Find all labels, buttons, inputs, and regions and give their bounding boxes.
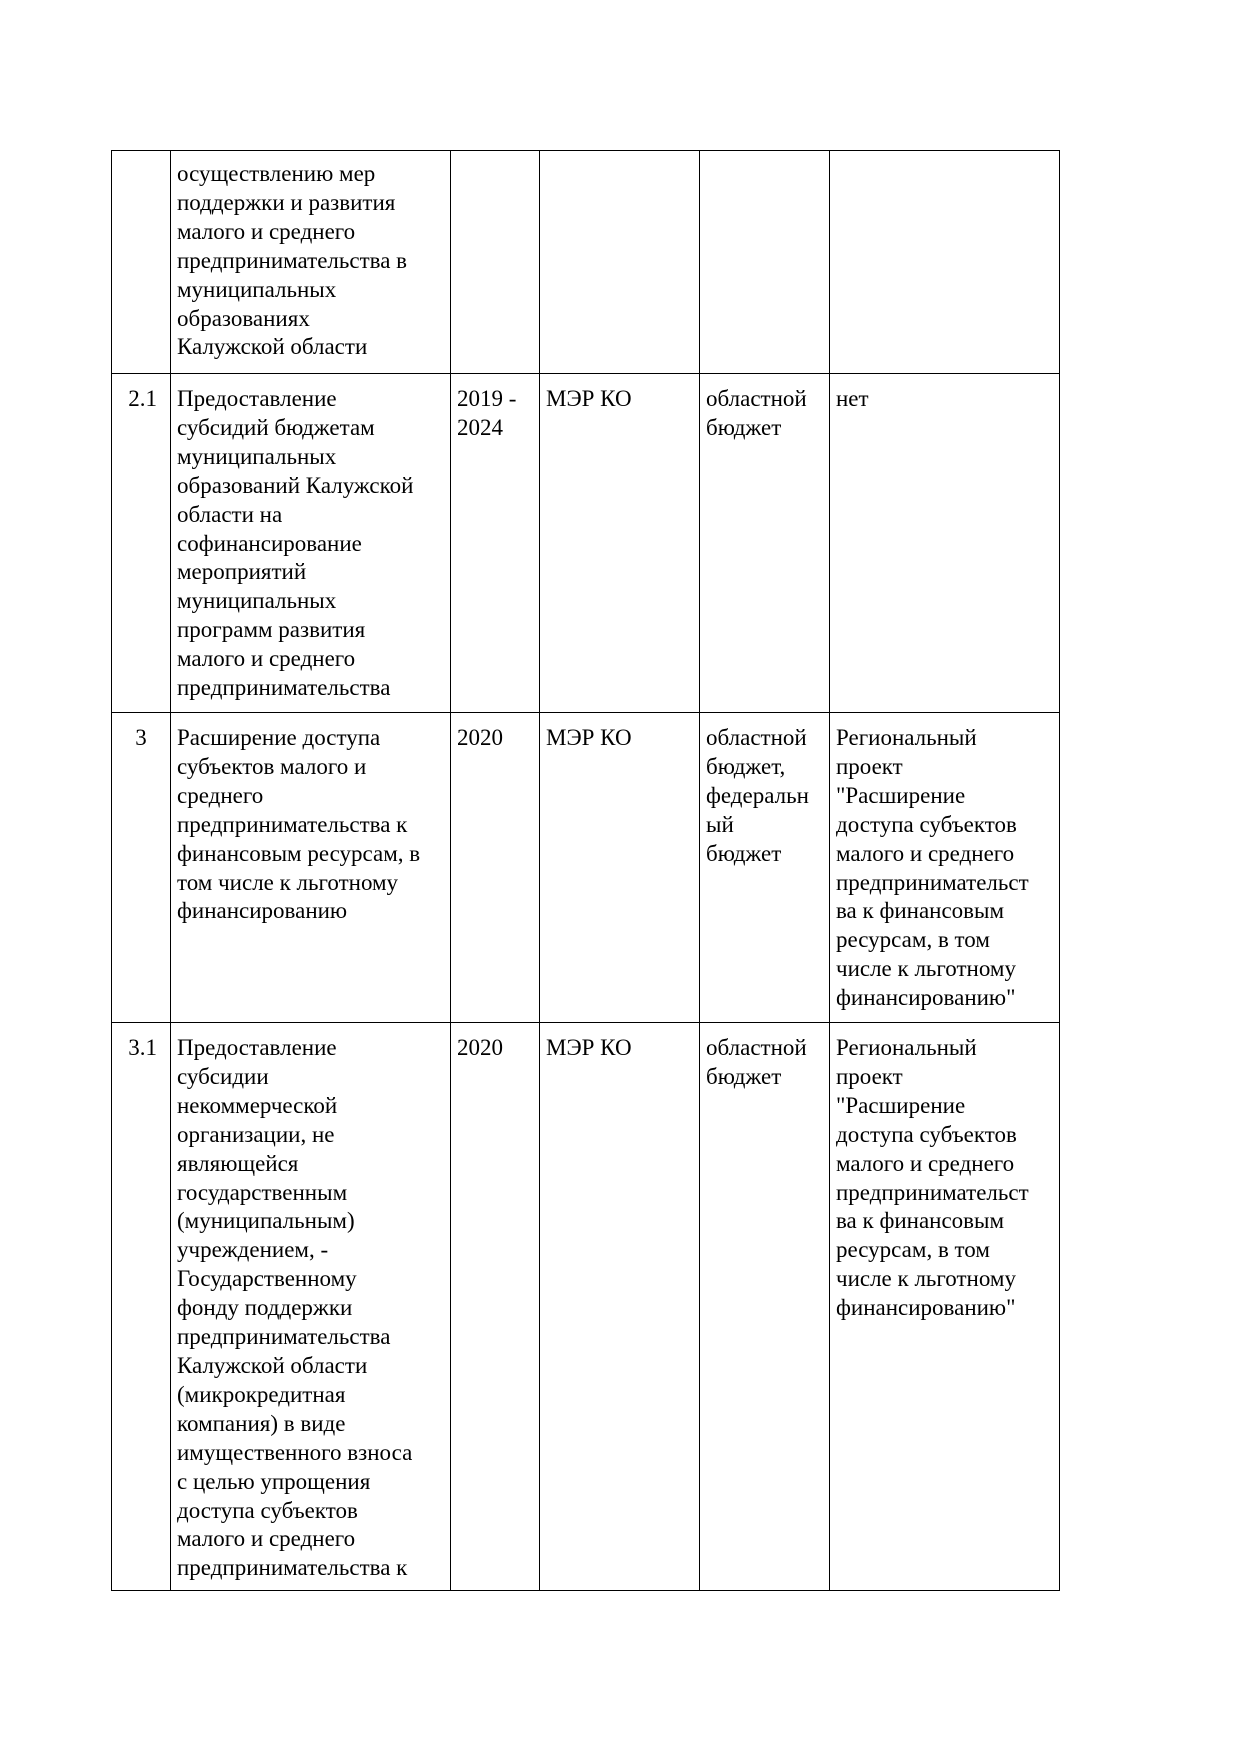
measure-name: Расширение доступа субъектов малого и среднего предпринимательства к финансовым ресурсам, в том числе к льготному финансированию xyxy=(171,713,451,1023)
row-number: 3.1 xyxy=(112,1023,171,1591)
funding-source: областной бюджет xyxy=(700,1023,830,1591)
period: 2019 - 2024 xyxy=(451,374,540,713)
regional-project xyxy=(830,151,1060,374)
executor: МЭР КО xyxy=(540,1023,700,1591)
row-number: 2.1 xyxy=(112,374,171,713)
table-row xyxy=(112,713,1060,1023)
measure-name: осуществлению мер поддержки и развития малого и среднего предпринимательства в муниципальных образованиях Калужской области xyxy=(171,151,451,374)
executor xyxy=(540,151,700,374)
measures-table xyxy=(111,150,1060,1591)
table-row xyxy=(112,374,1060,713)
funding-source: областной бюджет, федеральн ый бюджет xyxy=(700,713,830,1023)
funding-source: областной бюджет xyxy=(700,374,830,713)
executor: МЭР КО xyxy=(540,713,700,1023)
table-row xyxy=(112,1023,1060,1591)
table-row xyxy=(112,151,1060,374)
measure-name: Предоставление субсидии некоммерческой организации, не являющейся государственным (муниципальным) учреждением, - Государственному фонду поддержки предпринимательства Калужской области (микрокредитная компания) в виде имущественного взноса с целью упрощения доступа субъектов малого и среднего предпринимательства к xyxy=(171,1023,451,1591)
period: 2020 xyxy=(451,713,540,1023)
regional-project: нет xyxy=(830,374,1060,713)
measure-name: Предоставление субсидий бюджетам муниципальных образований Калужской области на софинансирование мероприятий муниципальных программ развития малого и среднего предпринимательства xyxy=(171,374,451,713)
executor: МЭР КО xyxy=(540,374,700,713)
regional-project: Региональный проект "Расширение доступа субъектов малого и среднего предпринимательст ва к финансовым ресурсам, в том числе к льготному финансированию" xyxy=(830,1023,1060,1591)
period: 2020 xyxy=(451,1023,540,1591)
period xyxy=(451,151,540,374)
row-number: 3 xyxy=(112,713,171,1023)
regional-project: Региональный проект "Расширение доступа субъектов малого и среднего предпринимательст ва к финансовым ресурсам, в том числе к льготному финансированию" xyxy=(830,713,1060,1023)
funding-source xyxy=(700,151,830,374)
row-number xyxy=(112,151,171,374)
